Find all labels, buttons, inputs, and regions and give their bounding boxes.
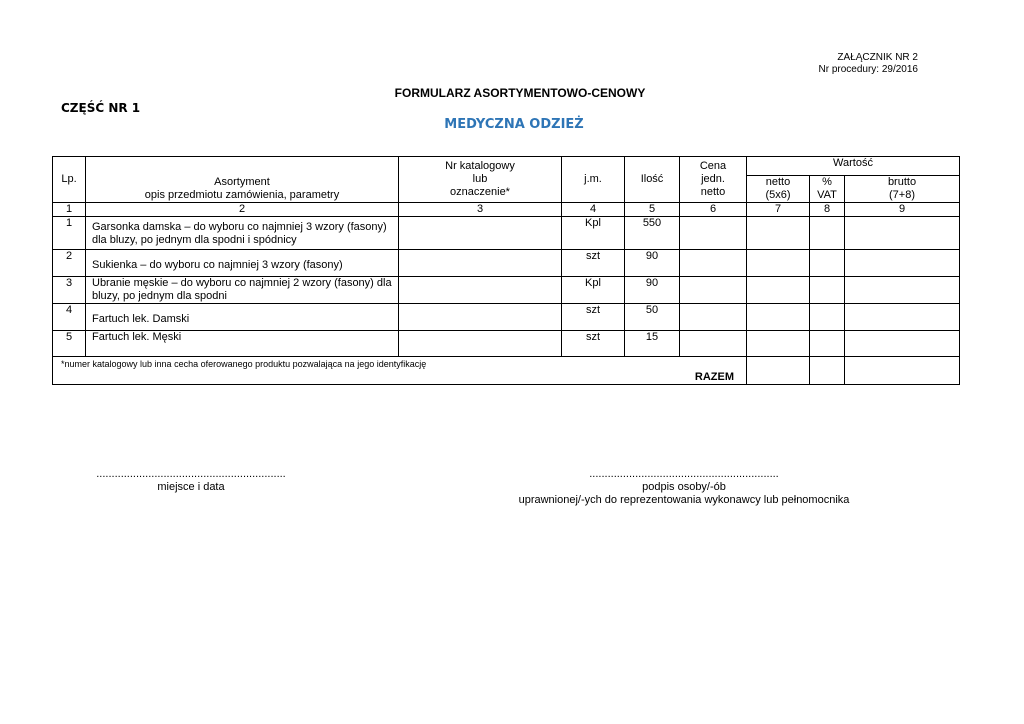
header-gross-line2: (7+8) (889, 189, 916, 201)
signature-right (484, 468, 884, 507)
header-price (680, 157, 747, 203)
total-net-cell[interactable] (747, 357, 810, 385)
row-lp: 2 (53, 250, 86, 277)
row-vat-cell[interactable] (810, 304, 845, 331)
table-header-row (53, 157, 960, 176)
row-desc: Garsonka damska – do wyboru co najmniej 3 wzory (fasony) dla bluzy, po jednym dla spodni i spódnicy (86, 217, 399, 250)
col-number: 6 (680, 203, 747, 217)
header-net (747, 176, 810, 203)
row-vat-cell[interactable] (810, 250, 845, 277)
footnote-total-cell (53, 357, 747, 385)
row-lp: 4 (53, 304, 86, 331)
row-vat-cell[interactable] (810, 331, 845, 357)
annex-number: ZAŁĄCZNIK NR 2 (837, 52, 918, 63)
header-catalog-line1: Nr katalogowy (445, 160, 515, 172)
form-title: FORMULARZ ASORTYMENTOWO-CENOWY (394, 86, 646, 100)
header-price-line2: jedn. (701, 173, 725, 185)
row-gross-cell[interactable] (845, 277, 960, 304)
col-number: 1 (53, 203, 86, 217)
row-gross-cell[interactable] (845, 250, 960, 277)
col-number: 9 (845, 203, 960, 217)
col-number: 5 (625, 203, 680, 217)
row-qty: 15 (625, 331, 680, 357)
col-number: 2 (86, 203, 399, 217)
form-subtitle: MEDYCZNA ODZIEŻ (444, 117, 584, 132)
place-date-dots: .............................................................. (96, 468, 286, 480)
row-price-cell[interactable] (680, 331, 747, 357)
row-desc: Fartuch lek. Damski (86, 304, 399, 331)
total-vat-cell[interactable] (810, 357, 845, 385)
header-assortment-line1: Asortyment (214, 176, 270, 188)
header-lp: Lp. (53, 157, 86, 203)
row-net-cell[interactable] (747, 304, 810, 331)
row-lp: 5 (53, 331, 86, 357)
row-lp: 3 (53, 277, 86, 304)
header-price-line3: netto (700, 186, 726, 198)
procedure-number: Nr procedury: 29/2016 (818, 64, 918, 75)
header-qty: Ilość (625, 157, 680, 203)
row-catalog-cell[interactable] (399, 250, 562, 277)
row-lp: 1 (53, 217, 86, 250)
signature-label-1: podpis osoby/-ób (642, 481, 726, 493)
column-number-row (53, 203, 960, 217)
table-row (53, 331, 960, 357)
header-catalog-line2: lub (472, 173, 488, 185)
header-gross (845, 176, 960, 203)
row-vat-cell[interactable] (810, 217, 845, 250)
row-unit: Kpl (562, 277, 625, 304)
row-price-cell[interactable] (680, 277, 747, 304)
row-qty: 50 (625, 304, 680, 331)
row-catalog-cell[interactable] (399, 304, 562, 331)
header-vat (810, 176, 845, 203)
row-desc: Fartuch lek. Męski (86, 331, 399, 357)
row-gross-cell[interactable] (845, 331, 960, 357)
col-number: 4 (562, 203, 625, 217)
header-net-line2: (5x6) (765, 189, 791, 201)
header-catalog (399, 157, 562, 203)
row-unit: szt (562, 250, 625, 277)
annex-header (818, 52, 918, 76)
total-label: RAZEM (694, 371, 734, 383)
row-net-cell[interactable] (747, 331, 810, 357)
row-price-cell[interactable] (680, 304, 747, 331)
col-number: 7 (747, 203, 810, 217)
place-date-label: miejsce i data (157, 481, 225, 493)
row-desc: Sukienka – do wyboru co najmniej 3 wzory (fasony) (86, 250, 399, 277)
total-gross-cell[interactable] (845, 357, 960, 385)
row-gross-cell[interactable] (845, 217, 960, 250)
signature-dots: .............................................................. (589, 468, 779, 480)
row-catalog-cell[interactable] (399, 217, 562, 250)
header-vat-line2: VAT (817, 189, 837, 201)
total-row (53, 357, 960, 385)
row-net-cell[interactable] (747, 250, 810, 277)
header-assortment-line2: opis przedmiotu zamówienia, parametry (144, 189, 340, 201)
table-row (53, 277, 960, 304)
signature-label-2: uprawnionej/-ych do reprezentowania wykonawcy lub pełnomocnika (518, 494, 850, 506)
header-net-line1: netto (765, 176, 791, 188)
footnote: *numer katalogowy lub inna cecha oferowanego produktu pozwalająca na jego identyfikację (61, 359, 427, 369)
row-unit: szt (562, 331, 625, 357)
row-vat-cell[interactable] (810, 277, 845, 304)
row-net-cell[interactable] (747, 277, 810, 304)
part-number: CZĘŚĆ NR 1 (61, 101, 141, 115)
row-catalog-cell[interactable] (399, 331, 562, 357)
row-qty: 90 (625, 277, 680, 304)
row-gross-cell[interactable] (845, 304, 960, 331)
row-net-cell[interactable] (747, 217, 810, 250)
header-vat-line1: % (822, 176, 832, 188)
header-value: Wartość (747, 157, 960, 176)
row-desc: Ubranie męskie – do wyboru co najmniej 2 wzory (fasony) dla bluzy, po jednym dla spodni (86, 277, 399, 304)
row-qty: 90 (625, 250, 680, 277)
row-price-cell[interactable] (680, 217, 747, 250)
table-row (53, 304, 960, 331)
col-number: 3 (399, 203, 562, 217)
table-row (53, 250, 960, 277)
header-unit: j.m. (562, 157, 625, 203)
row-unit: Kpl (562, 217, 625, 250)
row-catalog-cell[interactable] (399, 277, 562, 304)
header-catalog-line3: oznaczenie* (450, 186, 510, 198)
row-unit: szt (562, 304, 625, 331)
col-number: 8 (810, 203, 845, 217)
price-table (52, 156, 960, 385)
signature-left (56, 468, 326, 494)
table-row (53, 217, 960, 250)
header-price-line1: Cena (699, 160, 727, 172)
row-qty: 550 (625, 217, 680, 250)
header-gross-line1: brutto (887, 176, 917, 188)
row-price-cell[interactable] (680, 250, 747, 277)
header-assortment (86, 157, 399, 203)
